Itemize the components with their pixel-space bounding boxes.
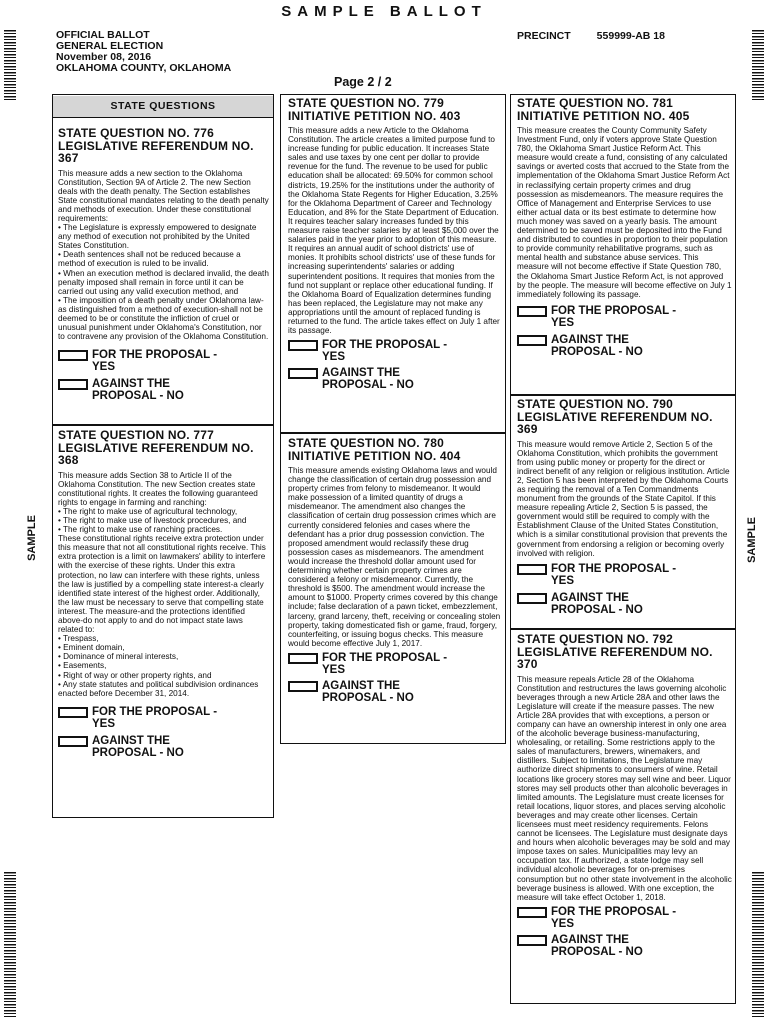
question-777-body: This measure adds Section 38 to Article II of the Oklahoma Constitution. The new Section creates state constitutional rights. It creates the following guaranteed rights to engage in farming and ranching: • The right to make use of agricultural technology, • The right to make use of livestock procedures, and • The right to make use of ranching practices. These constitutional rights receive extra protection under this measure that not all constitutional rights receive. This extra protection is a limit on lawmakers' ability to interfere with the exercise of these rights. Under this extra protection, no law can interfere with these rights, unless the law is justified by a compelling state interest-a clearly identified state interest of the highest order. Additionally, the law must be necessary to serve that compelling state interest. The measure-and the protections identified above-do not apply to and do not impact state laws related to: • Trespass, • Eminent domain, • Dominance of mineral interests, • Easements, • Right of way or other property rights, and • Any state statutes and political subdivision ordinances enacted before December 31, 2014. — [58, 470, 266, 698]
question-779-body: This measure adds a new Article to the Oklahoma Constitution. The article creates a limited purpose fund to increase funding for public education. It increases State sales and use taxes by one cent per dollar to provide revenue for the fund. The revenue to be used for public education shall be allocated: 69.50% for common school districts, 19.25% for the institutions under the authority of the Oklahoma State Regents for Higher Education, 3.25% for the Oklahoma Department of Career and Technology Education, and 8% for the State Department of Education. It requires teacher salary increases funded by this measure raise teacher salaries by at least $5,000 over the salaries paid in the year prior to adoption of this measure. It requires an annual audit of school districts' use of monies. It prohibits school districts' use of these funds for increasing superintendents' salaries or adding superintendent positions. It requires that monies from the fund not supplant or replace other educational funding. If the Oklahoma Board of Equalization determines funding has been replaced, the Legislature may not make any appropriations until the amount of replaced funding is returned to the fund. The article takes effect on July 1 after its passage. — [288, 126, 500, 336]
q779-against-label: AGAINST THE PROPOSAL - NO — [322, 367, 414, 392]
question-790-body: This measure would remove Article 2, Section 5 of the Oklahoma Constitution, which prohibits the government from using public money or property for the direct or indirect benefit of any religion or religious institution. Article 2, Section 5 has been interpreted by the Oklahoma Courts as requiring the removal of a Ten Commandments monument from the grounds of the State Capitol. If this measure repealing Article 2, Section 5 is passed, the government would still be required to comply with the Establishment Clause of the United States Constitution, which is a similar constitutional provision that prevents the government from endorsing a religion or becoming overly involved with religion. — [517, 439, 730, 558]
divider-col1 — [53, 424, 273, 426]
q776-against-option[interactable] — [58, 378, 270, 402]
question-790-title: STATE QUESTION NO. 790 LEGISLATIVE REFERENDUM NO. 369 — [517, 397, 713, 436]
q779-against-option[interactable] — [288, 367, 502, 391]
q790-against-option[interactable] — [517, 592, 732, 616]
section-header-state-questions: STATE QUESTIONS — [53, 96, 273, 118]
side-label-left: SAMPLE — [26, 515, 38, 561]
q790-against-label: AGAINST THE PROPOSAL - NO — [551, 591, 643, 616]
precinct-value: 559999-AB 18 — [596, 30, 665, 42]
ballot-header — [56, 30, 231, 74]
q792-against-oval[interactable] — [517, 935, 547, 946]
q790-for-option[interactable] — [517, 563, 732, 587]
q781-against-oval[interactable] — [517, 335, 547, 346]
q779-against-oval[interactable] — [288, 368, 318, 379]
divider-col3-b — [511, 628, 735, 630]
q777-for-oval[interactable] — [58, 707, 88, 718]
q790-against-oval[interactable] — [517, 593, 547, 604]
q777-against-oval[interactable] — [58, 736, 88, 747]
q777-for-label: FOR THE PROPOSAL - YES — [92, 705, 218, 730]
q790-for-oval[interactable] — [517, 564, 547, 575]
q780-for-label: FOR THE PROPOSAL - YES — [322, 651, 448, 676]
q776-for-label: FOR THE PROPOSAL - YES — [92, 349, 218, 374]
election-date: November 08, 2016 — [56, 51, 152, 63]
q792-for-oval[interactable] — [517, 907, 547, 918]
question-779 — [288, 97, 502, 391]
question-780-body: This measure amends existing Oklahoma laws and would change the classification of certain drug possession and property crimes from felony to misdemeanor. It would make possession of a limited quantity of drugs a misdemeanor. The amendment also changes the classification of certain drug possession crimes which are currently considered felonies and cases where the defendant has a prior drug possession conviction. The proposed amendment would reclassify these drug possession cases as misdemeanors. The amendment would increase the threshold dollar amount used for determining whether certain property crimes are considered a felony or misdemeanor. Currently, the threshold is $500. The amendment would increase the amount to $1000. Property crimes covered by this change include; false declaration of a pawn ticket, embezzlement, larceny, grand larceny, theft, receiving or concealing stolen property, taking domesticated fish or game, fraud, forgery, counterfeiting, or issuing bogus checks. This measure would become effective July 1, 2017. — [288, 466, 501, 648]
q781-for-oval[interactable] — [517, 306, 547, 317]
q781-against-option[interactable] — [517, 334, 732, 358]
q776-against-label: AGAINST THE PROPOSAL - NO — [92, 378, 184, 403]
county-name: OKLAHOMA COUNTY, OKLAHOMA — [56, 62, 232, 74]
question-776 — [58, 127, 270, 402]
election-type: GENERAL ELECTION — [56, 40, 164, 52]
q779-for-oval[interactable] — [288, 340, 318, 351]
precinct-info — [517, 30, 665, 42]
q780-against-label: AGAINST THE PROPOSAL - NO — [322, 679, 414, 704]
question-790 — [517, 398, 732, 616]
question-777-title: STATE QUESTION NO. 777 LEGISLATIVE REFERENDUM NO. 368 — [58, 428, 254, 467]
question-779-title: STATE QUESTION NO. 779 INITIATIVE PETITION NO. 403 — [288, 96, 461, 123]
barcode-left-top — [4, 30, 16, 100]
question-777 — [58, 429, 270, 759]
question-792-title: STATE QUESTION NO. 792 LEGISLATIVE REFERENDUM NO. 370 — [517, 632, 713, 671]
q792-against-option[interactable] — [517, 934, 732, 958]
barcode-right-top — [752, 30, 764, 100]
q777-for-option[interactable] — [58, 706, 270, 730]
precinct-label: PRECINCT — [517, 30, 571, 42]
q790-for-label: FOR THE PROPOSAL - YES — [551, 562, 677, 587]
q776-for-option[interactable] — [58, 349, 270, 373]
q780-against-option[interactable] — [288, 680, 502, 704]
official-ballot-label: OFFICIAL BALLOT — [56, 29, 150, 41]
q777-against-option[interactable] — [58, 735, 270, 759]
question-792-body: This measure repeals Article 28 of the Oklahoma Constitution and restructures the laws governing alcoholic beverages through a new Article 28A and other laws the Legislature will create if the measure passes. The new Article 28A provides that with exceptions, a person or company can have an ownership interest in only one area of the alcoholic beverage business-manufacturing, wholesaling, or retailing. Some restrictions apply to the sales of manufacturers, brewers, winemakers, and distillers. Subject to limitations, the Legislature may authorize direct shipments to consumers of wine. Retail locations like grocery stores may sell wine and beer. Liquor stores may sell products other than alcoholic beverages in limited amounts. The Legislature must create licenses for retail locations, liquor stores, and places serving alcoholic beverages and may create other licenses. Certain licensees must meet residency requirements. Felons cannot be licensees. The Legislature must designate days and hours when alcoholic beverages may be sold and may impose taxes on sales. Municipalities may levy an occupation tax. If authorized, a state lodge may sell individual alcoholic beverages for on-premises consumption but no other state involvement in the alcoholic beverage business is allowed. With one exception, the measure will take effect October 1, 2018. — [517, 674, 732, 902]
q792-against-label: AGAINST THE PROPOSAL - NO — [551, 933, 643, 958]
q780-for-option[interactable] — [288, 652, 502, 676]
q776-against-oval[interactable] — [58, 379, 88, 390]
question-781-title: STATE QUESTION NO. 781 INITIATIVE PETITION NO. 405 — [517, 96, 690, 123]
q792-for-option[interactable] — [517, 906, 732, 930]
question-780 — [288, 437, 502, 704]
question-776-title: STATE QUESTION NO. 776 LEGISLATIVE REFERENDUM NO. 367 — [58, 126, 254, 165]
question-792 — [517, 633, 732, 958]
q779-for-option[interactable] — [288, 339, 502, 363]
divider-col2 — [281, 432, 505, 434]
page-number: Page 2 / 2 — [334, 75, 392, 89]
sample-ballot-title: SAMPLE BALLOT — [281, 3, 487, 20]
q776-for-oval[interactable] — [58, 350, 88, 361]
q781-for-label: FOR THE PROPOSAL - YES — [551, 304, 677, 329]
question-781 — [517, 97, 732, 358]
q779-for-label: FOR THE PROPOSAL - YES — [322, 339, 448, 364]
q780-for-oval[interactable] — [288, 653, 318, 664]
side-label-right: SAMPLE — [746, 517, 758, 563]
barcode-left-bottom — [4, 872, 16, 1017]
question-776-body: This measure adds a new section to the Oklahoma Constitution, Section 9A of Article 2. The new Section deals with the death penalty. The Section establishes State constitutional mandates relating to the death penalty and methods of execution. Under these constitutional requirements: • The Legislature is expressly empowered to designate any method of execution not prohibited by the United States Constitution. • Death sentences shall not be reduced because a method of execution is ruled to be invalid. • When an execution method is declared invalid, the death penalty imposed shall remain in force until it can be carried out using any valid execution method, and • The imposition of a death penalty under Oklahoma law-as distinguished from a method of execution-shall not be deemed to be or constitute the infliction of cruel or unusual punishment under Oklahoma's Constitution, nor to contravene any provision of the Oklahoma Constitution. — [58, 168, 269, 342]
question-780-title: STATE QUESTION NO. 780 INITIATIVE PETITION NO. 404 — [288, 436, 461, 463]
q781-for-option[interactable] — [517, 305, 732, 329]
q777-against-label: AGAINST THE PROPOSAL - NO — [92, 734, 184, 759]
q781-against-label: AGAINST THE PROPOSAL - NO — [551, 333, 643, 358]
barcode-right-bottom — [752, 872, 764, 1017]
q792-for-label: FOR THE PROPOSAL - YES — [551, 905, 677, 930]
divider-col3-a — [511, 394, 735, 396]
q780-against-oval[interactable] — [288, 681, 318, 692]
question-781-body: This measure creates the County Community Safety Investment Fund, only if voters approve State Question 780, the Oklahoma Smart Justice Reform Act. This measure would create a fund, consisting of any calculated savings or averted costs that accrued to the State from the implementation of the Oklahoma Smart Justice Reform Act in reclassifying certain property crimes and drug possession as misdemeanors. The measure requires the Office of Management and Enterprise Services to use either actual data or its best estimate to determine how much money was saved on a yearly basis. The amount determined to be saved must be deposited into the Fund and distributed to counties in proportion to their population to provide community rehabilitative programs, such as mental health and substance abuse services. This measure will not become effective if State Question 780, the Oklahoma Smart Justice Reform Act, is not approved by the people. The measure will become effective on July 1 immediately following its passage. — [517, 126, 732, 299]
